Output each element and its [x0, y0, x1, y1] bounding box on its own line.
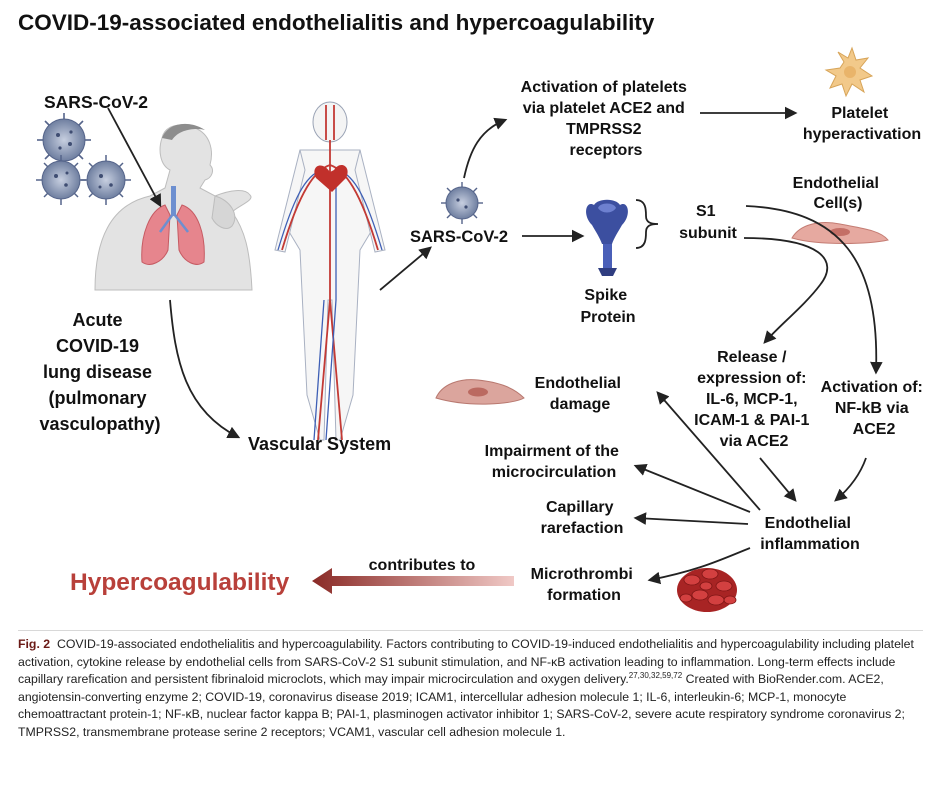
- label-nfkb-activation: Activation of: NF-kB via ACE2: [820, 379, 923, 438]
- caption-divider: [18, 630, 923, 631]
- virus-icon: [441, 182, 483, 224]
- label-endothelial-damage: Endothelial damage: [534, 375, 621, 413]
- figure-caption: [18, 636, 930, 741]
- thrombus-icon: [677, 568, 737, 612]
- coughing-person-icon: [95, 124, 252, 290]
- damaged-endothelial-cell-icon: [436, 380, 524, 404]
- s1-brace: [636, 200, 658, 248]
- label-sars-cov-2-mid: SARS-CoV-2: [410, 228, 509, 246]
- label-platelet-activation: Activation of platelets via platelet ACE2 and TMPRSS2 receptors: [520, 79, 687, 159]
- caption-text: COVID-19-associated endothelialitis and hypercoagulability. Factors contributing to COVID-19-induced endothelialitis and hypercoagulability including platelet activation, cytokine release by endothelial cells from SARS-CoV-2 S1 subunit stimulation, and NF-κB activation leading to inflammation. Long-term effects include capillary rarefication and persistent fibrinaloid microclots, which may impair microcirculation and oxygen delivery.: [18, 637, 914, 686]
- label-sars-cov-2-top: SARS-CoV-2: [44, 92, 149, 112]
- label-microthrombi: Microthrombi formation: [530, 566, 633, 604]
- label-s1-subunit: S1 subunit: [679, 203, 737, 242]
- caption-abbreviations: Created with BioRender.com. ACE2, angiotensin-converting enzyme 2; COVID-19, coronavirus disease 2019; ICAM1, intercellular adhesion molecule 1; IL-6, interleukin-6; MCP-1, monocyte chemoattractant protein-1; NF-κB, nuclear factor kappa B; PAI-1, plasminogen activator inhibitor 1; SARS-CoV-2, severe acute respiratory syndrome coronavirus 2; TMPRSS2, transmembrane protease serine 2 receptors; VCAM1, vascular cell adhesion molecule 1.: [18, 672, 905, 739]
- arrow-virus-to-platelets: [464, 120, 505, 178]
- label-release-expression: Release / expression of: IL-6, MCP-1, ICAM-1 & PAI-1 via ACE2: [694, 349, 810, 450]
- label-endothelial-cells: Endothelial Cell(s): [792, 175, 879, 212]
- arrow-s1-to-release: [744, 238, 827, 342]
- arrow-to-damage: [658, 393, 760, 510]
- vascular-system-icon: [275, 102, 385, 440]
- virus-icon: [81, 155, 131, 205]
- label-platelet-hyperactivation: Platelet hyperactivation: [802, 105, 922, 143]
- label-capillary-rarefaction: Capillary rarefaction: [540, 499, 624, 537]
- figure-title: COVID-19-associated endothelialitis and hypercoagulability: [18, 10, 655, 35]
- label-microcirculation: Impairment of the microcirculation: [484, 443, 619, 481]
- label-hypercoagulability: Hypercoagulability: [70, 569, 290, 596]
- arrow-to-microcirculation: [636, 466, 750, 512]
- arrows: [108, 108, 876, 580]
- arrow-release-to-inflammation: [760, 458, 795, 500]
- virus-icon: [37, 113, 91, 167]
- arrow-vascular-to-sars: [380, 248, 430, 290]
- label-spike-protein: Spike Protein: [580, 287, 636, 326]
- label-lung-disease: Acute COVID-19 lung disease (pulmonary vasculopathy): [39, 310, 161, 434]
- label-endothelial-inflammation: Endothelial inflammation: [760, 515, 860, 553]
- caption-fig-label: Fig. 2: [18, 637, 51, 651]
- arrow-lungs-to-vascular: [170, 300, 238, 437]
- label-vascular-system: Vascular System: [248, 434, 392, 454]
- virus-icon: [36, 155, 86, 205]
- label-contributes-to: contributes to: [368, 557, 476, 574]
- spike-protein-icon: [586, 200, 628, 276]
- arrow-nfkb-to-inflammation: [836, 458, 866, 500]
- arrow-to-capillary: [636, 518, 748, 524]
- caption-references: 27,30,32,59,72: [628, 670, 683, 680]
- platelet-icon: [826, 48, 872, 96]
